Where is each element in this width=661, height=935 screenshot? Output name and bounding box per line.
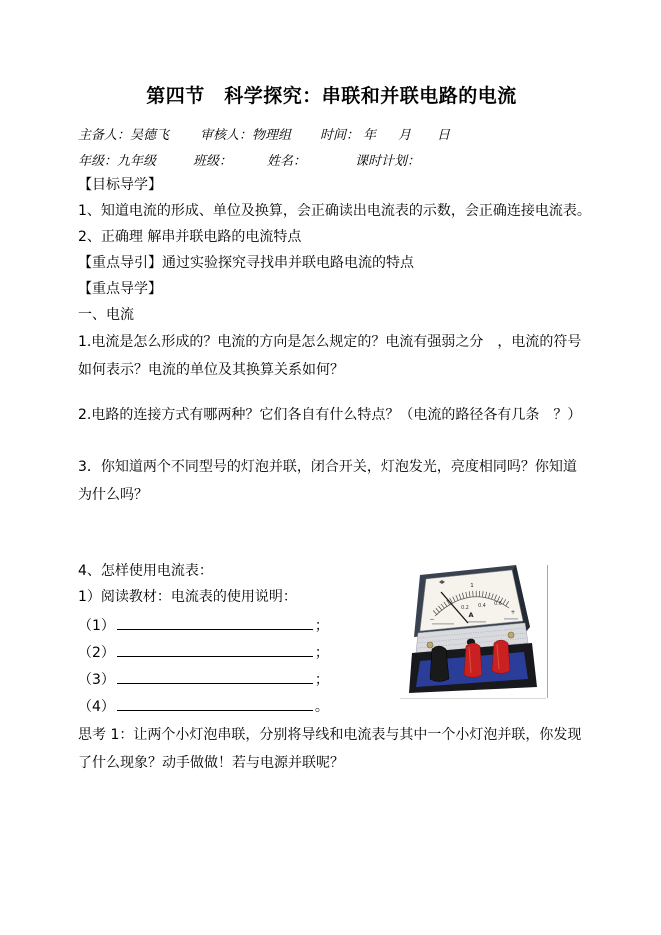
ammeter-photo <box>408 563 540 700</box>
dial-scale-0-4: 0.4 <box>478 604 486 609</box>
day-label: 日 <box>437 128 451 143</box>
blank-punct: ； <box>314 672 329 688</box>
red-terminal <box>492 640 510 674</box>
black-terminal <box>430 646 449 682</box>
think-question-1: 思考 1：让两个小灯泡串联，分别将导线和电流表与其中一个小灯泡并联，你发现了什么现象？动手做做！若与电源并联呢？ <box>78 727 582 771</box>
preparer-field: 主备人：吴德飞 <box>78 128 170 143</box>
goal-item-1: 1、知道电流的形成、单位及换算，会正确读出电流表的示数，会正确连接电流表。 <box>78 203 591 219</box>
meta-row-1 <box>78 120 585 146</box>
dial-minus-sign: − <box>429 616 435 623</box>
blank-punct: 。 <box>314 699 329 715</box>
key-guide-line: 【重点导引】通过实验探究寻找串并联电路电流的特点 <box>78 255 414 271</box>
month-label: 月 <box>398 128 412 143</box>
fill-in-line <box>117 695 313 711</box>
dial-top-scale: 1 <box>470 583 474 589</box>
image-frame-line <box>547 565 548 698</box>
goal-item-2: 2、正确理 解串并联电路的电流特点 <box>78 229 302 245</box>
page-title: 第四节 科学探究：串联和并联电路的电流 <box>146 85 517 107</box>
question-4-header: 4、怎样使用电流表： <box>78 563 213 579</box>
question-2: 2.电路的连接方式有哪两种？它们各自有什么特点？（电流的路径各有几条 ？） <box>78 407 582 423</box>
question-1: 1.电流是怎么形成的？电流的方向是怎么规定的？电流有强弱之分 ，电流的符号如何表示？电流的单位及其换算关系如何？ <box>78 334 582 378</box>
red-terminal <box>464 643 482 678</box>
year-label: 年 <box>363 128 377 143</box>
blank-number: （4） <box>78 699 115 715</box>
fill-in-line <box>117 614 313 630</box>
class-label: 班级： <box>193 154 233 169</box>
dial-scale-0-6: 0.6 <box>494 602 502 607</box>
grade-field: 年级：九年级 <box>78 154 157 169</box>
screw-icon <box>427 642 433 648</box>
name-label: 姓名： <box>267 154 307 169</box>
blank-punct: ； <box>314 618 329 634</box>
reviewer-field: 审核人：物理组 <box>200 128 292 143</box>
dial-scale-0-2: 0.2 <box>461 606 469 611</box>
image-shadow-line <box>400 698 546 699</box>
dial-plus-sign: + <box>510 609 516 616</box>
blank-punct: ； <box>314 645 329 661</box>
blank-number: （3） <box>78 672 115 688</box>
screw-icon <box>508 632 514 638</box>
question-3: 3．你知道两个不同型号的灯泡并联，闭合开关，灯泡发光，亮度相同吗？你知道为什么吗？ <box>78 459 577 503</box>
plan-label: 课时计划： <box>355 154 421 169</box>
question-4-sub: 1）阅读教材：电流表的使用说明： <box>78 589 297 605</box>
goal-section-header: 【目标导学】 <box>78 177 162 193</box>
dial-unit-symbol: A <box>468 611 474 619</box>
part1-header: 一、电流 <box>78 307 134 323</box>
fill-in-line <box>117 641 313 657</box>
fill-in-line <box>117 668 313 684</box>
meta-row-2 <box>78 146 585 172</box>
blank-number: （2） <box>78 645 115 661</box>
blank-number: （1） <box>78 618 115 634</box>
time-label: 时间： <box>320 128 360 143</box>
key-study-header: 【重点导学】 <box>78 281 162 297</box>
